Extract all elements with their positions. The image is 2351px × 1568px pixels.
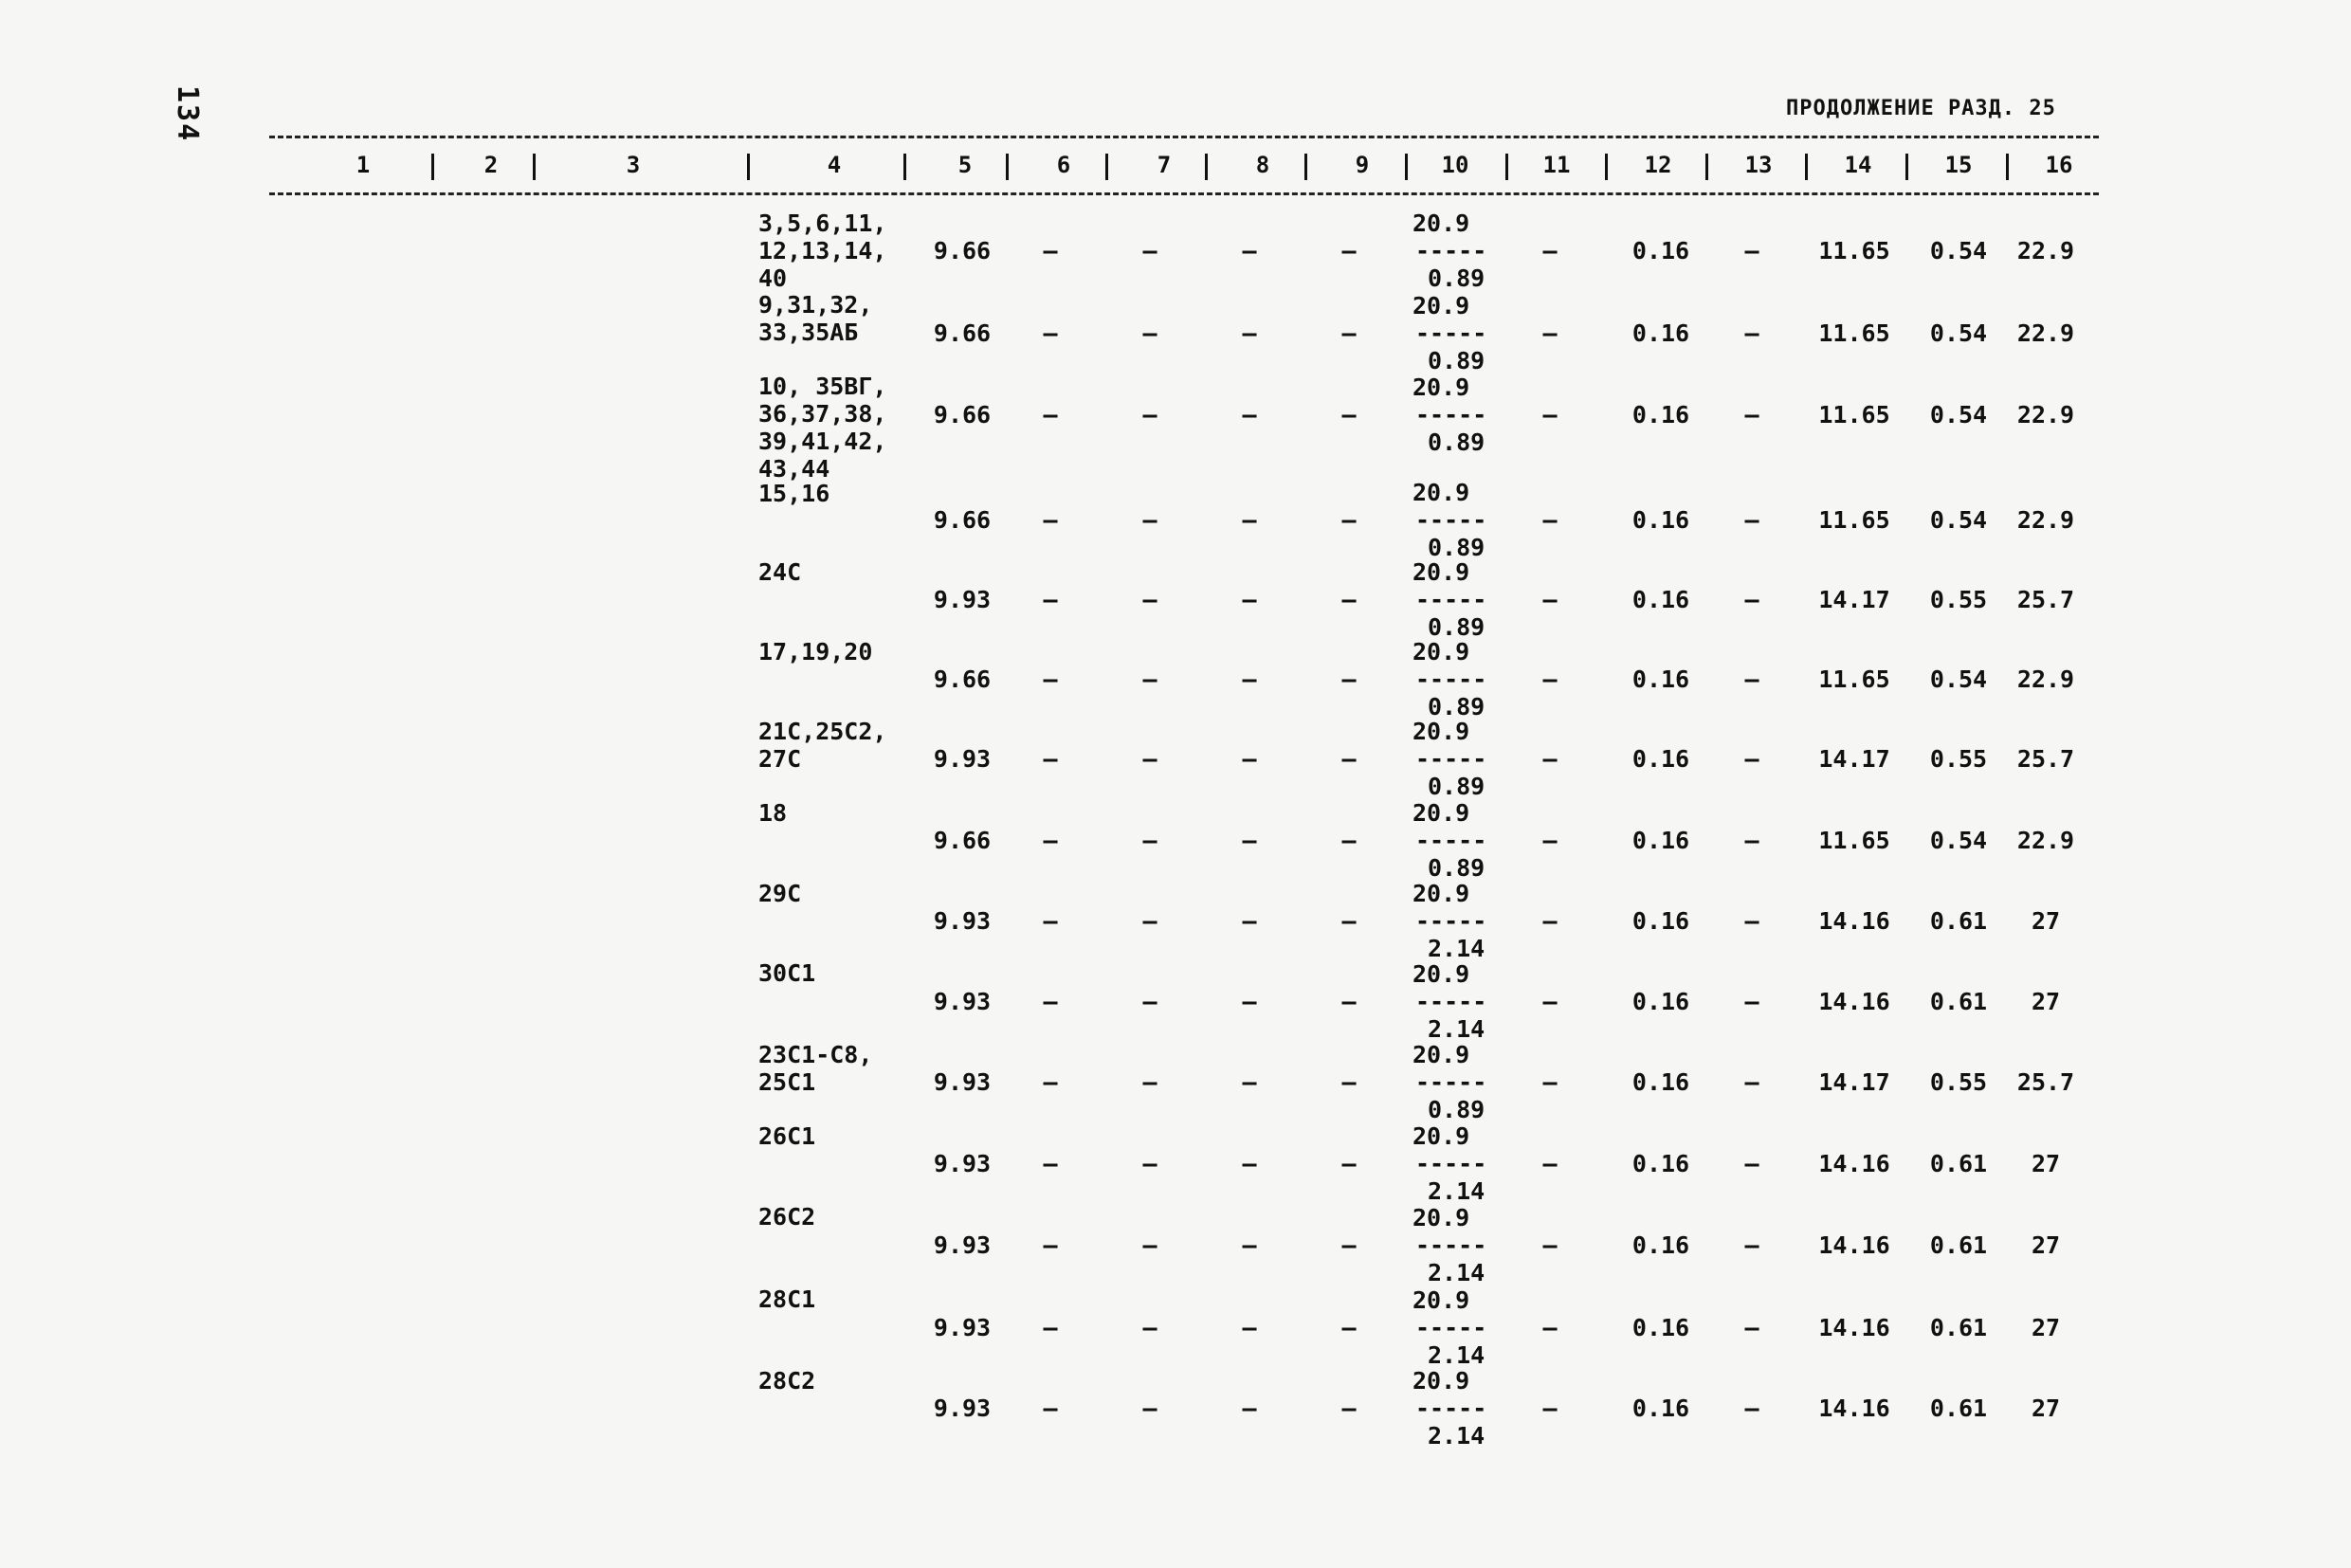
cell-col-16: 22.9 xyxy=(2016,319,2075,347)
cell-col-4: 9,31,32, 33,35АБ xyxy=(758,291,873,346)
cell-col-16: 25.7 xyxy=(2016,1068,2075,1096)
cell-dash: – xyxy=(1744,1395,1759,1422)
cell-dash: – xyxy=(1542,401,1558,428)
cell-col-10-denominator: 0.89 xyxy=(1428,428,1485,456)
cell-dash: – xyxy=(1142,1150,1157,1177)
cell-col-14: 11.65 xyxy=(1818,401,1890,428)
cell-col-4: 29С xyxy=(758,880,802,907)
cell-dash: – xyxy=(1744,988,1759,1015)
cell-col-12: 0.16 xyxy=(1631,401,1690,428)
cell-col-10-denominator: 0.89 xyxy=(1428,347,1485,374)
cell-col-15: 0.54 xyxy=(1929,665,1988,693)
column-header-9: 9 xyxy=(1355,152,1370,178)
cell-dash: – xyxy=(1242,237,1257,264)
column-header-12: 12 xyxy=(1644,152,1672,178)
cell-col-10-numerator: 20.9 xyxy=(1412,1122,1470,1150)
column-header-13: 13 xyxy=(1744,152,1773,178)
cell-col-15: 0.61 xyxy=(1929,988,1988,1015)
cell-col-10-denominator: 0.89 xyxy=(1428,534,1485,561)
cell-col-10-bar: ----- xyxy=(1415,1231,1487,1259)
cell-dash: – xyxy=(1341,237,1357,264)
cell-col-10-denominator: 2.14 xyxy=(1428,1341,1485,1369)
cell-col-12: 0.16 xyxy=(1631,1395,1690,1422)
cell-dash: – xyxy=(1142,401,1157,428)
cell-dash: – xyxy=(1744,1150,1759,1177)
cell-dash: – xyxy=(1242,907,1257,935)
column-separator xyxy=(1105,154,1108,180)
cell-col-16: 22.9 xyxy=(2016,506,2075,534)
column-header-10: 10 xyxy=(1441,152,1469,178)
cell-dash: – xyxy=(1142,907,1157,935)
cell-col-4: 3,5,6,11, 12,13,14, 40 xyxy=(758,210,887,292)
cell-col-15: 0.54 xyxy=(1929,319,1988,347)
cell-dash: – xyxy=(1242,506,1257,534)
cell-dash: – xyxy=(1341,1231,1357,1259)
cell-col-10-bar: ----- xyxy=(1415,827,1487,854)
cell-col-4: 21С,25С2, 27С xyxy=(758,718,887,773)
cell-col-4: 26С1 xyxy=(758,1122,816,1150)
cell-col-4: 26С2 xyxy=(758,1203,816,1231)
column-header-8: 8 xyxy=(1255,152,1270,178)
cell-dash: – xyxy=(1242,1150,1257,1177)
cell-col-4: 10, 35ВГ, 36,37,38, 39,41,42, 43,44 xyxy=(758,373,887,483)
cell-col-16: 27 xyxy=(2031,907,2061,935)
cell-dash: – xyxy=(1142,1231,1157,1259)
cell-col-14: 11.65 xyxy=(1818,506,1890,534)
cell-col-15: 0.61 xyxy=(1929,907,1988,935)
cell-dash: – xyxy=(1142,237,1157,264)
cell-col-10-bar: ----- xyxy=(1415,586,1487,613)
cell-col-12: 0.16 xyxy=(1631,745,1690,773)
cell-col-14: 14.16 xyxy=(1818,1150,1890,1177)
cell-col-12: 0.16 xyxy=(1631,237,1690,264)
cell-dash: – xyxy=(1744,665,1759,693)
cell-col-16: 22.9 xyxy=(2016,827,2075,854)
column-header-3: 3 xyxy=(626,152,641,178)
cell-dash: – xyxy=(1142,319,1157,347)
page-number: 134 xyxy=(171,85,204,143)
cell-dash: – xyxy=(1542,506,1558,534)
cell-col-16: 25.7 xyxy=(2016,745,2075,773)
cell-col-10-numerator: 20.9 xyxy=(1412,718,1470,745)
cell-dash: – xyxy=(1142,665,1157,693)
cell-col-5: 9.66 xyxy=(933,665,992,693)
cell-col-15: 0.61 xyxy=(1929,1231,1988,1259)
cell-dash: – xyxy=(1043,1231,1058,1259)
column-separator xyxy=(1006,154,1009,180)
cell-col-14: 14.16 xyxy=(1818,907,1890,935)
cell-dash: – xyxy=(1242,401,1257,428)
cell-col-16: 22.9 xyxy=(2016,237,2075,264)
cell-dash: – xyxy=(1744,907,1759,935)
cell-col-5: 9.66 xyxy=(933,401,992,428)
column-separator xyxy=(1605,154,1608,180)
cell-col-14: 14.17 xyxy=(1818,586,1890,613)
cell-dash: – xyxy=(1341,988,1357,1015)
cell-dash: – xyxy=(1341,319,1357,347)
cell-col-5: 9.93 xyxy=(933,907,992,935)
column-separator xyxy=(1505,154,1508,180)
cell-col-10-bar: ----- xyxy=(1415,665,1487,693)
cell-dash: – xyxy=(1142,1314,1157,1341)
cell-col-10-bar: ----- xyxy=(1415,1395,1487,1422)
cell-col-12: 0.16 xyxy=(1631,1314,1690,1341)
cell-dash: – xyxy=(1542,319,1558,347)
column-separator xyxy=(903,154,906,180)
cell-dash: – xyxy=(1744,745,1759,773)
cell-col-10-denominator: 0.89 xyxy=(1428,613,1485,641)
cell-dash: – xyxy=(1142,506,1157,534)
cell-col-10-numerator: 20.9 xyxy=(1412,638,1470,665)
cell-col-15: 0.61 xyxy=(1929,1314,1988,1341)
cell-col-5: 9.66 xyxy=(933,319,992,347)
cell-dash: – xyxy=(1043,1068,1058,1096)
column-separator xyxy=(1405,154,1408,180)
cell-col-5: 9.93 xyxy=(933,586,992,613)
cell-dash: – xyxy=(1341,506,1357,534)
cell-dash: – xyxy=(1744,237,1759,264)
cell-dash: – xyxy=(1242,827,1257,854)
cell-col-4: 15,16 xyxy=(758,480,830,507)
cell-dash: – xyxy=(1341,586,1357,613)
cell-dash: – xyxy=(1043,988,1058,1015)
cell-col-5: 9.66 xyxy=(933,827,992,854)
column-header-1: 1 xyxy=(355,152,371,178)
cell-col-10-numerator: 20.9 xyxy=(1412,374,1470,401)
cell-col-14: 14.16 xyxy=(1818,1395,1890,1422)
column-header-15: 15 xyxy=(1944,152,1973,178)
cell-dash: – xyxy=(1142,1395,1157,1422)
column-header-14: 14 xyxy=(1844,152,1872,178)
cell-col-15: 0.55 xyxy=(1929,745,1988,773)
cell-col-10-denominator: 2.14 xyxy=(1428,1259,1485,1286)
cell-dash: – xyxy=(1242,988,1257,1015)
cell-col-4: 17,19,20 xyxy=(758,638,873,665)
cell-col-12: 0.16 xyxy=(1631,1068,1690,1096)
cell-col-5: 9.93 xyxy=(933,1150,992,1177)
cell-col-10-denominator: 2.14 xyxy=(1428,1015,1485,1043)
cell-col-14: 14.17 xyxy=(1818,1068,1890,1096)
cell-dash: – xyxy=(1744,319,1759,347)
cell-col-10-bar: ----- xyxy=(1415,1150,1487,1177)
cell-col-14: 11.65 xyxy=(1818,237,1890,264)
cell-col-10-bar: ----- xyxy=(1415,319,1487,347)
cell-col-12: 0.16 xyxy=(1631,586,1690,613)
column-header-7: 7 xyxy=(1157,152,1172,178)
cell-col-10-denominator: 0.89 xyxy=(1428,264,1485,292)
cell-dash: – xyxy=(1142,745,1157,773)
cell-col-10-bar: ----- xyxy=(1415,401,1487,428)
column-separator xyxy=(1304,154,1307,180)
cell-dash: – xyxy=(1142,988,1157,1015)
column-header-2: 2 xyxy=(483,152,499,178)
cell-col-14: 11.65 xyxy=(1818,665,1890,693)
cell-col-16: 25.7 xyxy=(2016,586,2075,613)
cell-col-4: 28С2 xyxy=(758,1367,816,1395)
cell-col-12: 0.16 xyxy=(1631,1150,1690,1177)
cell-col-12: 0.16 xyxy=(1631,665,1690,693)
cell-dash: – xyxy=(1043,1395,1058,1422)
column-separator xyxy=(533,154,536,180)
cell-col-12: 0.16 xyxy=(1631,827,1690,854)
cell-dash: – xyxy=(1142,1068,1157,1096)
cell-dash: – xyxy=(1542,665,1558,693)
cell-dash: – xyxy=(1744,506,1759,534)
cell-dash: – xyxy=(1142,586,1157,613)
cell-col-5: 9.93 xyxy=(933,1231,992,1259)
cell-dash: – xyxy=(1341,665,1357,693)
cell-dash: – xyxy=(1043,827,1058,854)
cell-col-10-denominator: 0.89 xyxy=(1428,773,1485,800)
cell-col-12: 0.16 xyxy=(1631,1231,1690,1259)
cell-dash: – xyxy=(1043,319,1058,347)
cell-dash: – xyxy=(1341,827,1357,854)
cell-dash: – xyxy=(1542,1314,1558,1341)
cell-dash: – xyxy=(1542,1068,1558,1096)
cell-col-5: 9.93 xyxy=(933,745,992,773)
cell-col-10-bar: ----- xyxy=(1415,745,1487,773)
cell-dash: – xyxy=(1542,1395,1558,1422)
cell-col-12: 0.16 xyxy=(1631,506,1690,534)
cell-dash: – xyxy=(1542,1231,1558,1259)
cell-dash: – xyxy=(1744,827,1759,854)
cell-dash: – xyxy=(1542,745,1558,773)
cell-col-16: 27 xyxy=(2031,1150,2061,1177)
cell-col-16: 27 xyxy=(2031,1231,2061,1259)
cell-dash: – xyxy=(1242,745,1257,773)
column-header-4: 4 xyxy=(827,152,842,178)
cell-dash: – xyxy=(1744,1231,1759,1259)
cell-col-4: 30С1 xyxy=(758,959,816,987)
cell-dash: – xyxy=(1242,586,1257,613)
cell-dash: – xyxy=(1341,1068,1357,1096)
cell-col-10-numerator: 20.9 xyxy=(1412,880,1470,907)
cell-dash: – xyxy=(1043,237,1058,264)
cell-dash: – xyxy=(1242,1231,1257,1259)
cell-dash: – xyxy=(1043,401,1058,428)
cell-col-14: 11.65 xyxy=(1818,319,1890,347)
column-separator xyxy=(1205,154,1208,180)
cell-col-15: 0.54 xyxy=(1929,506,1988,534)
cell-dash: – xyxy=(1043,506,1058,534)
cell-col-16: 22.9 xyxy=(2016,401,2075,428)
column-header-6: 6 xyxy=(1056,152,1071,178)
cell-col-10-numerator: 20.9 xyxy=(1412,1367,1470,1395)
cell-dash: – xyxy=(1242,1314,1257,1341)
column-header-5: 5 xyxy=(957,152,973,178)
cell-col-4: 18 xyxy=(758,799,788,827)
cell-dash: – xyxy=(1043,665,1058,693)
cell-col-16: 27 xyxy=(2031,988,2061,1015)
cell-col-10-numerator: 20.9 xyxy=(1412,210,1470,237)
cell-col-10-bar: ----- xyxy=(1415,1068,1487,1096)
cell-dash: – xyxy=(1341,745,1357,773)
cell-col-15: 0.55 xyxy=(1929,1068,1988,1096)
column-separator xyxy=(2006,154,2009,180)
cell-col-16: 27 xyxy=(2031,1314,2061,1341)
cell-col-10-bar: ----- xyxy=(1415,237,1487,264)
cell-col-16: 27 xyxy=(2031,1395,2061,1422)
cell-col-4: 28С1 xyxy=(758,1285,816,1313)
cell-col-14: 14.16 xyxy=(1818,1314,1890,1341)
column-header-11: 11 xyxy=(1542,152,1571,178)
cell-col-15: 0.54 xyxy=(1929,401,1988,428)
cell-col-10-denominator: 0.89 xyxy=(1428,693,1485,720)
cell-col-10-numerator: 20.9 xyxy=(1412,960,1470,988)
cell-dash: – xyxy=(1043,1314,1058,1341)
cell-col-10-denominator: 0.89 xyxy=(1428,1096,1485,1123)
cell-dash: – xyxy=(1744,586,1759,613)
cell-dash: – xyxy=(1341,401,1357,428)
cell-col-10-denominator: 2.14 xyxy=(1428,1422,1485,1449)
cell-dash: – xyxy=(1542,988,1558,1015)
column-separator xyxy=(1805,154,1808,180)
cell-col-10-bar: ----- xyxy=(1415,1314,1487,1341)
continuation-title: ПРОДОЛЖЕНИЕ РАЗД. 25 xyxy=(1786,97,2056,120)
cell-col-15: 0.61 xyxy=(1929,1395,1988,1422)
cell-dash: – xyxy=(1043,907,1058,935)
cell-dash: – xyxy=(1542,907,1558,935)
cell-col-10-numerator: 20.9 xyxy=(1412,1041,1470,1068)
cell-col-5: 9.93 xyxy=(933,988,992,1015)
cell-dash: – xyxy=(1542,586,1558,613)
cell-col-10-numerator: 20.9 xyxy=(1412,1286,1470,1314)
cell-col-12: 0.16 xyxy=(1631,319,1690,347)
cell-col-4: 24С xyxy=(758,558,802,586)
cell-col-15: 0.61 xyxy=(1929,1150,1988,1177)
cell-col-15: 0.54 xyxy=(1929,827,1988,854)
cell-dash: – xyxy=(1242,319,1257,347)
cell-col-10-bar: ----- xyxy=(1415,506,1487,534)
cell-dash: – xyxy=(1341,1395,1357,1422)
cell-dash: – xyxy=(1744,401,1759,428)
cell-col-10-denominator: 0.89 xyxy=(1428,854,1485,882)
cell-col-15: 0.54 xyxy=(1929,237,1988,264)
cell-col-5: 9.93 xyxy=(933,1314,992,1341)
cell-col-4: 23С1-С8, 25С1 xyxy=(758,1041,873,1096)
cell-col-10-numerator: 20.9 xyxy=(1412,799,1470,827)
cell-dash: – xyxy=(1242,1395,1257,1422)
cell-dash: – xyxy=(1142,827,1157,854)
cell-col-14: 14.17 xyxy=(1818,745,1890,773)
cell-dash: – xyxy=(1043,1150,1058,1177)
cell-col-16: 22.9 xyxy=(2016,665,2075,693)
cell-dash: – xyxy=(1043,586,1058,613)
cell-col-5: 9.66 xyxy=(933,506,992,534)
cell-col-15: 0.55 xyxy=(1929,586,1988,613)
cell-dash: – xyxy=(1542,827,1558,854)
column-separator xyxy=(747,154,750,180)
cell-col-10-denominator: 2.14 xyxy=(1428,935,1485,962)
cell-col-10-numerator: 20.9 xyxy=(1412,479,1470,506)
cell-dash: – xyxy=(1542,237,1558,264)
cell-col-12: 0.16 xyxy=(1631,907,1690,935)
cell-dash: – xyxy=(1744,1068,1759,1096)
cell-col-10-bar: ----- xyxy=(1415,988,1487,1015)
cell-dash: – xyxy=(1341,907,1357,935)
cell-col-12: 0.16 xyxy=(1631,988,1690,1015)
column-separator xyxy=(1905,154,1908,180)
cell-dash: – xyxy=(1744,1314,1759,1341)
header-top-rule xyxy=(269,136,2099,138)
cell-col-14: 14.16 xyxy=(1818,988,1890,1015)
cell-col-14: 14.16 xyxy=(1818,1231,1890,1259)
cell-dash: – xyxy=(1242,1068,1257,1096)
cell-col-10-numerator: 20.9 xyxy=(1412,558,1470,586)
cell-dash: – xyxy=(1341,1314,1357,1341)
cell-col-10-numerator: 20.9 xyxy=(1412,1204,1470,1231)
column-separator xyxy=(431,154,434,180)
cell-dash: – xyxy=(1341,1150,1357,1177)
cell-col-10-denominator: 2.14 xyxy=(1428,1177,1485,1205)
cell-col-10-numerator: 20.9 xyxy=(1412,292,1470,319)
cell-col-5: 9.66 xyxy=(933,237,992,264)
cell-dash: – xyxy=(1542,1150,1558,1177)
cell-dash: – xyxy=(1242,665,1257,693)
cell-col-14: 11.65 xyxy=(1818,827,1890,854)
cell-col-5: 9.93 xyxy=(933,1068,992,1096)
header-bottom-rule xyxy=(269,192,2099,195)
cell-col-10-bar: ----- xyxy=(1415,907,1487,935)
cell-dash: – xyxy=(1043,745,1058,773)
column-separator xyxy=(1705,154,1708,180)
column-header-16: 16 xyxy=(2045,152,2073,178)
cell-col-5: 9.93 xyxy=(933,1395,992,1422)
